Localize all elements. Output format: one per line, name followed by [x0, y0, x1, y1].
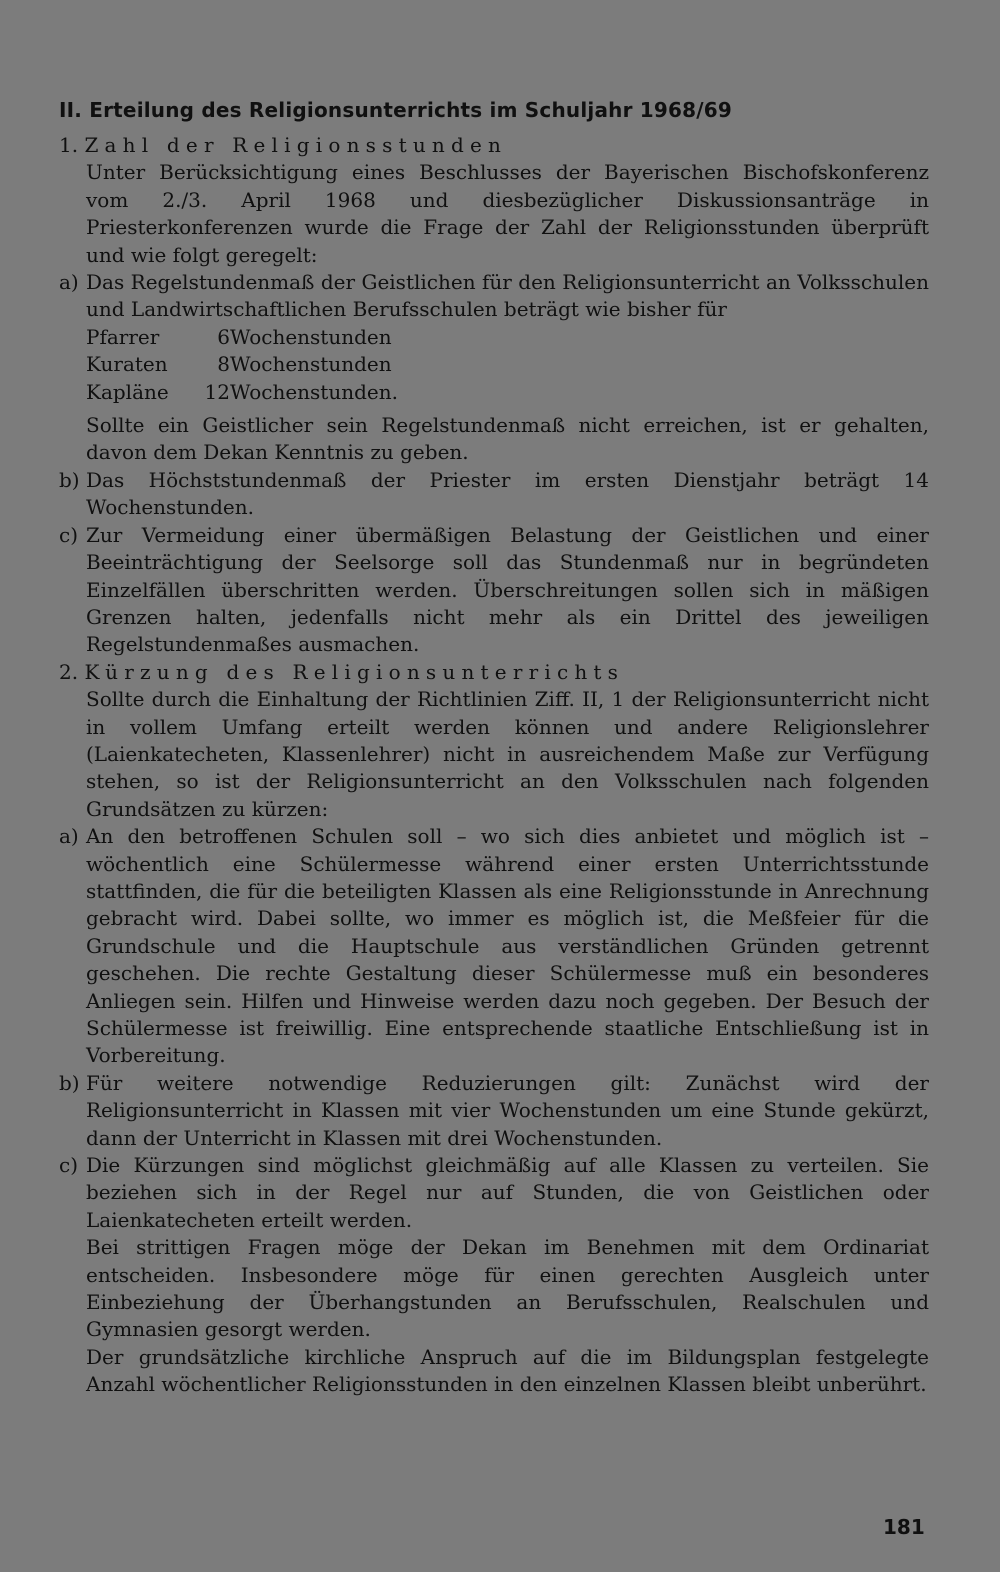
item-label: a) — [59, 824, 79, 849]
subsection-1-intro: Unter Berücksichtigung eines Beschlusses der Bayerischen Bischofskonferenz vom 2./3. April 1968 und diesbezüglicher Diskussionsanträge in Priesterkonferenzen wurde die Frage der Zahl der Religionsstunden überprüft und wie folgt geregelt: — [86, 160, 929, 267]
hours-role: Kuraten — [86, 352, 168, 377]
page-number: 181 — [883, 1515, 925, 1539]
subsection-2-intro: Sollte durch die Einhaltung der Richtlinien Ziff. II, 1 der Religionsunterricht nicht in vollem Umfang erteilt werden können und andere Religionslehrer (Laienkatecheten, Klassenlehrer) nicht in ausreichendem Maße zur Verfügung stehen, so ist der Religionsunterricht an den Volksschulen nach folgenden Grundsätzen zu kürzen: — [86, 687, 929, 821]
hours-number: 8 — [217, 352, 230, 377]
item-1b-text: Das Höchststundenmaß der Priester im ersten Dienstjahr beträgt 14 Wochenstunden. — [86, 467, 929, 520]
hours-row — [86, 351, 398, 378]
item-2a — [59, 823, 929, 1070]
closing-paragraph-2: Der grundsätzliche kirchliche Anspruch auf die im Bildungsplan festgelegte Anzahl wöchentlicher Religionsstunden in den einzelnen Klassen bleibt unberührt. — [86, 1344, 929, 1397]
hours-table — [86, 324, 398, 406]
item-label: b) — [59, 1070, 80, 1095]
item-1c-text: Zur Vermeidung einer übermäßigen Belastung der Geistlichen und einer Beeinträchtigung der Seelsorge soll das Stundenmaß nur in begründeten Einzelfällen überschritten werden. Überschreitungen sollen sich in mäßigen Grenzen halten, jedenfalls nicht mehr als ein Drittel des jeweiligen Regelstundenmaßes ausmachen. — [86, 522, 929, 657]
hours-number: 12 — [204, 379, 230, 404]
main-text — [59, 132, 929, 1399]
item-1a-text: Das Regelstundenmaß der Geistlichen für den Religionsunterricht an Volksschulen und Landwirtschaftlichen Berufsschulen beträgt wie bisher für — [86, 270, 929, 322]
item-1b — [59, 467, 929, 522]
item-label: b) — [59, 467, 80, 492]
item-label: c) — [59, 1153, 79, 1178]
hours-unit: Wochenstunden — [230, 324, 392, 349]
hours-role: Pfarrer — [86, 324, 160, 349]
hours-number: 6 — [217, 324, 230, 349]
hours-unit: Wochenstunden. — [230, 379, 398, 404]
subsection-1-title: Zahl der Religionsstunden — [84, 133, 508, 157]
item-1a-note: Sollte ein Geistlicher sein Regelstundenmaß nicht erreichen, ist er gehalten, davon dem Dekan Kenntnis zu geben. — [86, 413, 929, 465]
item-2b-text: Für weitere notwendige Reduzierungen gilt: Zunächst wird der Religionsunterricht in Klassen mit vier Wochenstunden um eine Stunde gekürzt, dann der Unterricht in Klassen mit drei Wochenstunden. — [86, 1070, 929, 1150]
item-2b — [59, 1070, 929, 1152]
section-heading: II. Erteilung des Religionsunterrichts im Schuljahr 1968/69 — [59, 98, 733, 122]
subsection-1-number: 1. — [59, 133, 79, 157]
closing-paragraph-1: Bei strittigen Fragen möge der Dekan im Benehmen mit dem Ordinariat entscheiden. Insbesondere möge für einen gerechten Ausgleich unter Einbeziehung der Überhangstunden an Berufsschulen, Realschulen und Gymnasien gesorgt werden. — [86, 1235, 929, 1342]
hours-row — [86, 324, 398, 351]
item-2c — [59, 1152, 929, 1234]
item-2a-text: An den betroffenen Schulen soll – wo sich dies anbietet und möglich ist – wöchentlich eine Schülermesse während einer ersten Unterrichtsstunde stattfinden, die für die beteiligten Klassen als eine Religionsstunde in Anrechnung gebracht wird. Dabei sollte, wo immer es möglich ist, die Meßfeier für die Grundschule und die Hauptschule aus verständlichen Gründen getrennt geschehen. Die rechte Gestaltung dieser Schülermesse muß ein besonderes Anliegen sein. Hilfen und Hinweise werden dazu noch gegeben. Der Besuch der Schülermesse ist freiwillig. Eine entsprechende staatliche Entschließung ist in Vorbereitung. — [86, 824, 929, 1068]
subsection-2-heading — [59, 659, 929, 686]
item-label: a) — [59, 270, 79, 295]
hours-role: Kapläne — [86, 379, 169, 404]
subsection-2-title: Kürzung des Religionsunterrichts — [84, 659, 625, 684]
hours-row — [86, 379, 398, 406]
item-1c — [59, 522, 929, 659]
hours-unit: Wochenstunden — [230, 352, 392, 377]
item-1a — [59, 269, 929, 467]
item-2c-text: Die Kürzungen sind möglichst gleichmäßig auf alle Klassen zu verteilen. Sie beziehen sich in der Regel nur auf Stunden, die von Geistlichen oder Laienkatecheten erteilt werden. — [86, 1153, 929, 1232]
subsection-2-number: 2. — [59, 659, 79, 684]
item-label: c) — [59, 522, 79, 547]
subsection-1-heading — [59, 132, 929, 159]
